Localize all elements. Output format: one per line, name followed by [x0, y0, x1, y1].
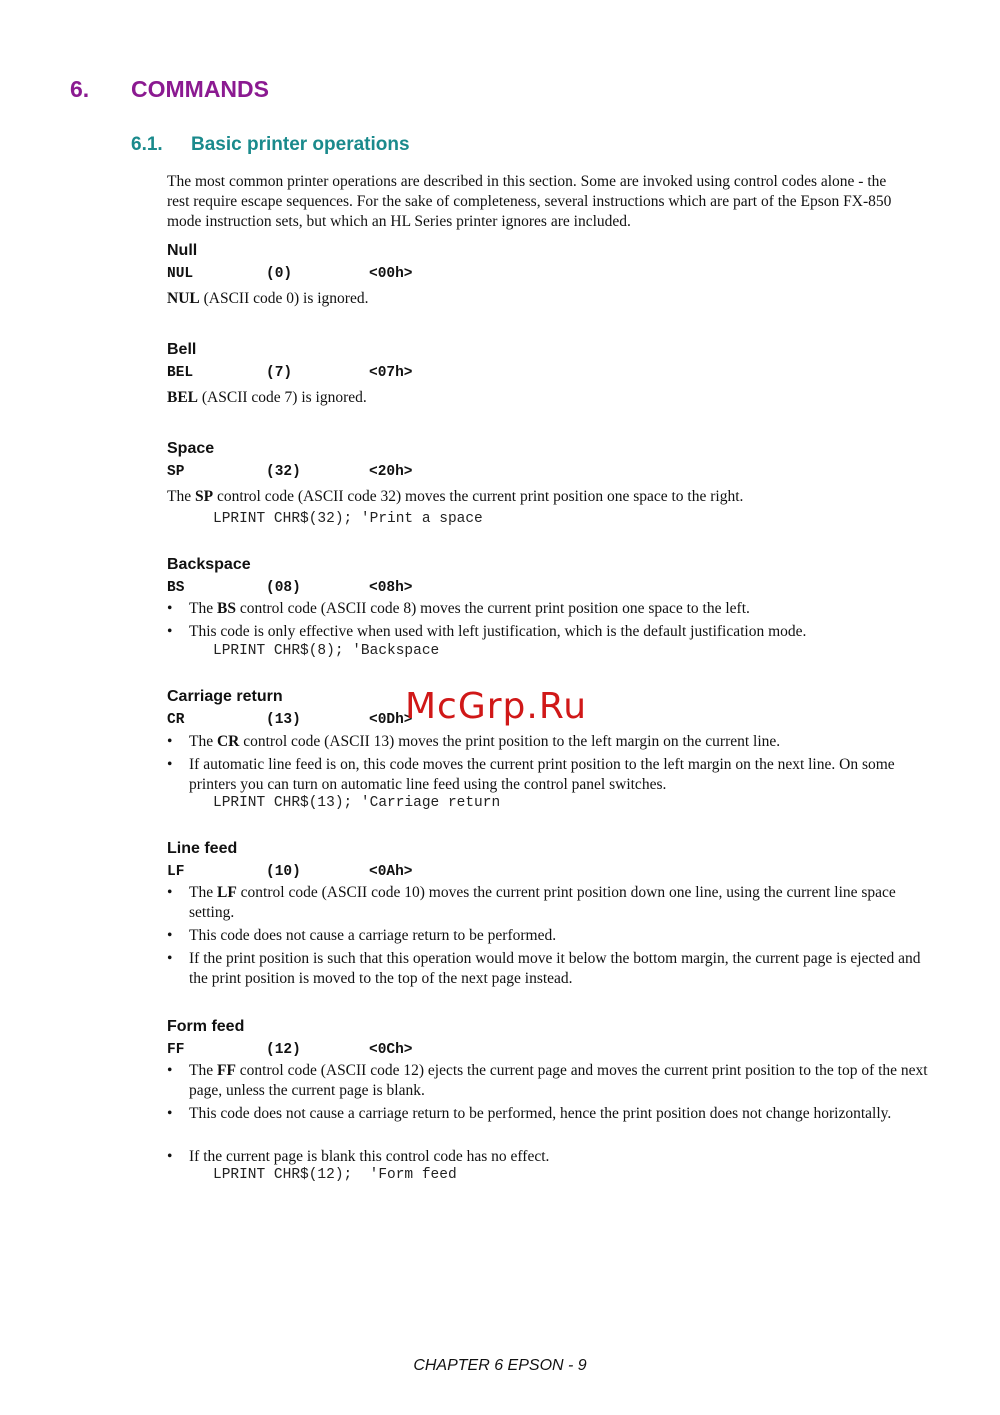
code-mnemonic: FF — [167, 1042, 185, 1058]
bell-title: Bell — [167, 341, 197, 358]
form-feed-title: Form feed — [167, 1018, 245, 1035]
text: The — [167, 488, 195, 505]
code-decimal: (13) — [266, 712, 301, 728]
text: control code (ASCII code 32) moves the current print position one space to the right. — [213, 488, 744, 505]
form-feed-example: LPRINT CHR$(12); 'Form feed — [213, 1167, 457, 1183]
null-title: Null — [167, 242, 198, 259]
line-feed-title: Line feed — [167, 840, 238, 857]
intro-paragraph: The most common printer operations are described in this section. Some are invoked using control codes alone - the rest require escape sequences. For the sake of completeness, several instructions which are part of the Epson FX-850 mode instruction sets, but which an HL Series printer ignores are included. — [167, 173, 892, 230]
line-feed-code-line — [167, 864, 567, 882]
text: The — [189, 600, 217, 617]
term: FF — [216, 1062, 236, 1079]
bullet-icon: • — [167, 733, 173, 750]
text: This code does not cause a carriage return to be performed, hence the print position does not change horizontally. — [189, 1105, 892, 1122]
text: If the print position is such that this operation would move it below the bottom margin, the current page is ejected and the print position is moved to the top of the next page instead. — [189, 950, 921, 987]
carriage-return-example: LPRINT CHR$(13); 'Carriage return — [213, 795, 501, 811]
code-mnemonic: CR — [167, 712, 185, 728]
bullet-icon: • — [167, 950, 173, 967]
code-hex: <0Dh> — [369, 712, 413, 728]
bullet-icon: • — [167, 1062, 173, 1079]
form-feed-code-line — [167, 1042, 567, 1060]
text: control code (ASCII code 12) ejects the current page and moves the current print position to the top of the next page, unless the current page is blank. — [189, 1062, 928, 1099]
code-hex: <08h> — [369, 580, 413, 596]
code-mnemonic: SP — [167, 464, 185, 480]
code-decimal: (12) — [266, 1042, 301, 1058]
bullet-icon: • — [167, 623, 173, 640]
bullet-icon: • — [167, 1148, 173, 1165]
space-description — [167, 487, 743, 507]
code-mnemonic: NUL — [167, 266, 194, 282]
term: LF — [216, 884, 237, 901]
null-code-line — [167, 266, 567, 284]
code-decimal: (08) — [266, 580, 301, 596]
bell-code-line — [167, 365, 567, 383]
text: This code does not cause a carriage return to be performed. — [189, 927, 557, 944]
code-hex: <00h> — [369, 266, 413, 282]
code-decimal: (0) — [266, 266, 293, 282]
term: CR — [216, 733, 240, 750]
bell-description — [167, 388, 367, 408]
bullet-icon: • — [167, 600, 173, 617]
text: (ASCII code 7) is ignored. — [198, 389, 367, 406]
text: The — [189, 1062, 217, 1079]
page-footer: CHAPTER 6 EPSON - 9 — [413, 1357, 587, 1374]
watermark-logo: McGrp.Ru — [405, 686, 588, 727]
section-number: 6.1. — [131, 134, 163, 155]
term: NUL — [167, 290, 200, 307]
bullet-icon: • — [167, 756, 173, 773]
backspace-example: LPRINT CHR$(8); 'Backspace — [213, 643, 440, 659]
backspace-code-line — [167, 580, 567, 598]
code-decimal: (7) — [266, 365, 293, 381]
code-hex: <07h> — [369, 365, 413, 381]
text: control code (ASCII code 10) moves the current print position down one line, using the current line space setting. — [189, 884, 896, 921]
carriage-return-title: Carriage return — [167, 688, 283, 705]
term: BS — [216, 600, 236, 617]
code-hex: <0Ch> — [369, 1042, 413, 1058]
text: This code is only effective when used with left justification, which is the default justification mode. — [189, 623, 807, 640]
code-hex: <0Ah> — [369, 864, 413, 880]
code-hex: <20h> — [369, 464, 413, 480]
text: If the current page is blank this control code has no effect. — [189, 1148, 550, 1165]
text: The — [189, 884, 217, 901]
section-title: Basic printer operations — [191, 134, 410, 155]
bullet-icon: • — [167, 927, 173, 944]
text: control code (ASCII code 8) moves the current print position one space to the left. — [235, 600, 750, 617]
text: (ASCII code 0) is ignored. — [199, 290, 369, 307]
code-mnemonic: BS — [167, 580, 185, 596]
chapter-title: COMMANDS — [131, 76, 269, 102]
null-description — [167, 289, 368, 309]
space-code-line — [167, 464, 567, 482]
space-example: LPRINT CHR$(32); 'Print a space — [213, 511, 483, 527]
code-decimal: (10) — [266, 864, 301, 880]
code-mnemonic: BEL — [167, 365, 194, 381]
chapter-number: 6. — [70, 76, 90, 102]
text: The — [189, 733, 217, 750]
backspace-title: Backspace — [167, 556, 251, 573]
bullet-icon: • — [167, 1105, 173, 1122]
bullet-icon: • — [167, 884, 173, 901]
code-decimal: (32) — [266, 464, 301, 480]
space-title: Space — [167, 440, 215, 457]
text: If automatic line feed is on, this code moves the current print position to the left margin on the next line. On some printers you can turn on automatic line feed using the control panel switches. — [189, 756, 895, 793]
text: control code (ASCII 13) moves the print position to the left margin on the current line. — [239, 733, 781, 750]
term: SP — [194, 488, 214, 505]
term: BEL — [167, 389, 199, 406]
code-mnemonic: LF — [167, 864, 185, 880]
